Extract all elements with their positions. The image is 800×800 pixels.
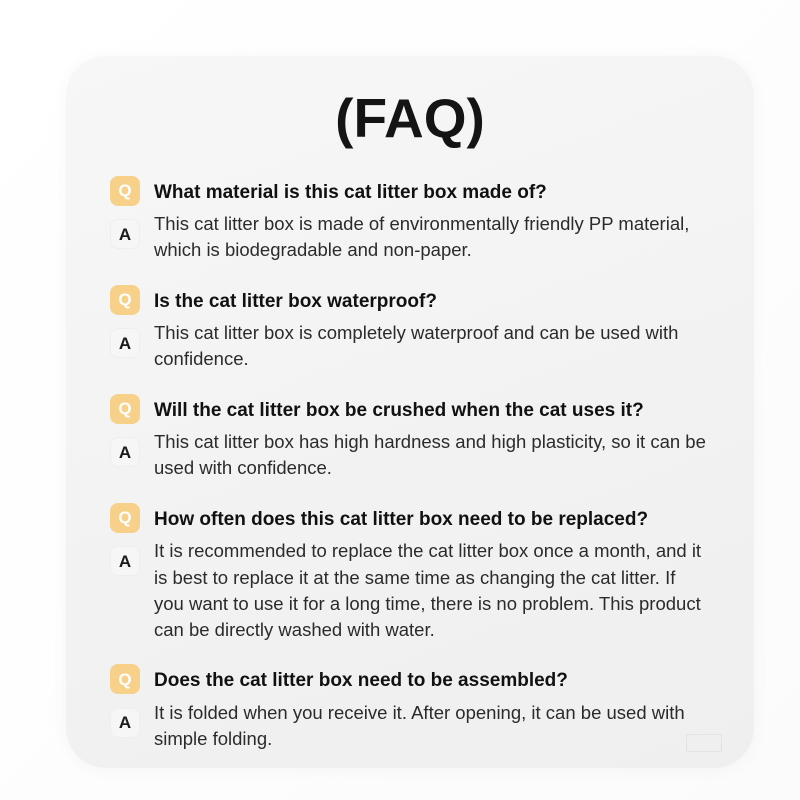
faq-card-content — [66, 56, 754, 768]
faq-answer-row — [110, 699, 710, 753]
faq-question-text: Will the cat litter box be crushed when the cat uses it? — [154, 399, 644, 421]
faq-question-text: Does the cat litter box need to be assembled? — [154, 670, 568, 692]
faq-question-row — [110, 284, 710, 316]
answer-badge-icon: A — [110, 219, 140, 249]
answer-badge-icon: A — [110, 708, 140, 738]
page-title: (FAQ) — [335, 87, 485, 149]
faq-question-row — [110, 175, 710, 207]
faq-answer-text: It is recommended to replace the cat litter box once a month, and it is best to replace it at the same time as changing the cat litter. If you want to use it for a long time, there is no problem. This product can be directly washed with water. — [154, 540, 702, 641]
faq-item — [110, 393, 710, 482]
faq-question-text: How often does this cat litter box need to be replaced? — [154, 508, 649, 530]
question-badge-icon: Q — [110, 394, 140, 424]
faq-answer-text: It is folded when you receive it. After opening, it can be used with simple folding. — [154, 701, 685, 750]
answer-badge-icon: A — [110, 546, 140, 576]
question-badge-icon: Q — [110, 176, 140, 206]
faq-answer-row — [110, 428, 710, 482]
faq-answer-row — [110, 537, 710, 643]
faq-item — [110, 502, 710, 644]
faq-card — [66, 56, 754, 768]
faq-question-row — [110, 663, 710, 695]
faq-question-text: What material is this cat litter box made of? — [154, 181, 547, 203]
answer-badge-icon: A — [110, 328, 140, 358]
question-badge-icon: Q — [110, 503, 140, 533]
faq-question-row — [110, 393, 710, 425]
faq-answer-row — [110, 319, 710, 373]
watermark-icon — [686, 734, 720, 750]
answer-badge-icon: A — [110, 437, 140, 467]
question-badge-icon: Q — [110, 664, 140, 694]
question-badge-icon: Q — [110, 285, 140, 315]
faq-answer-text: This cat litter box is made of environmentally friendly PP material, which is biodegradable and non-paper. — [154, 213, 690, 261]
faq-question-text: Is the cat litter box waterproof? — [154, 290, 437, 312]
faq-answer-text: This cat litter box has high hardness and high plasticity, so it can be used with confidence. — [154, 431, 706, 479]
faq-item — [110, 663, 710, 752]
faq-list — [110, 175, 710, 753]
faq-answer-row — [110, 210, 710, 264]
faq-item — [110, 284, 710, 373]
faq-answer-text: This cat litter box is completely waterproof and can be used with confidence. — [154, 322, 679, 370]
faq-question-row — [110, 502, 710, 534]
faq-item — [110, 175, 710, 264]
